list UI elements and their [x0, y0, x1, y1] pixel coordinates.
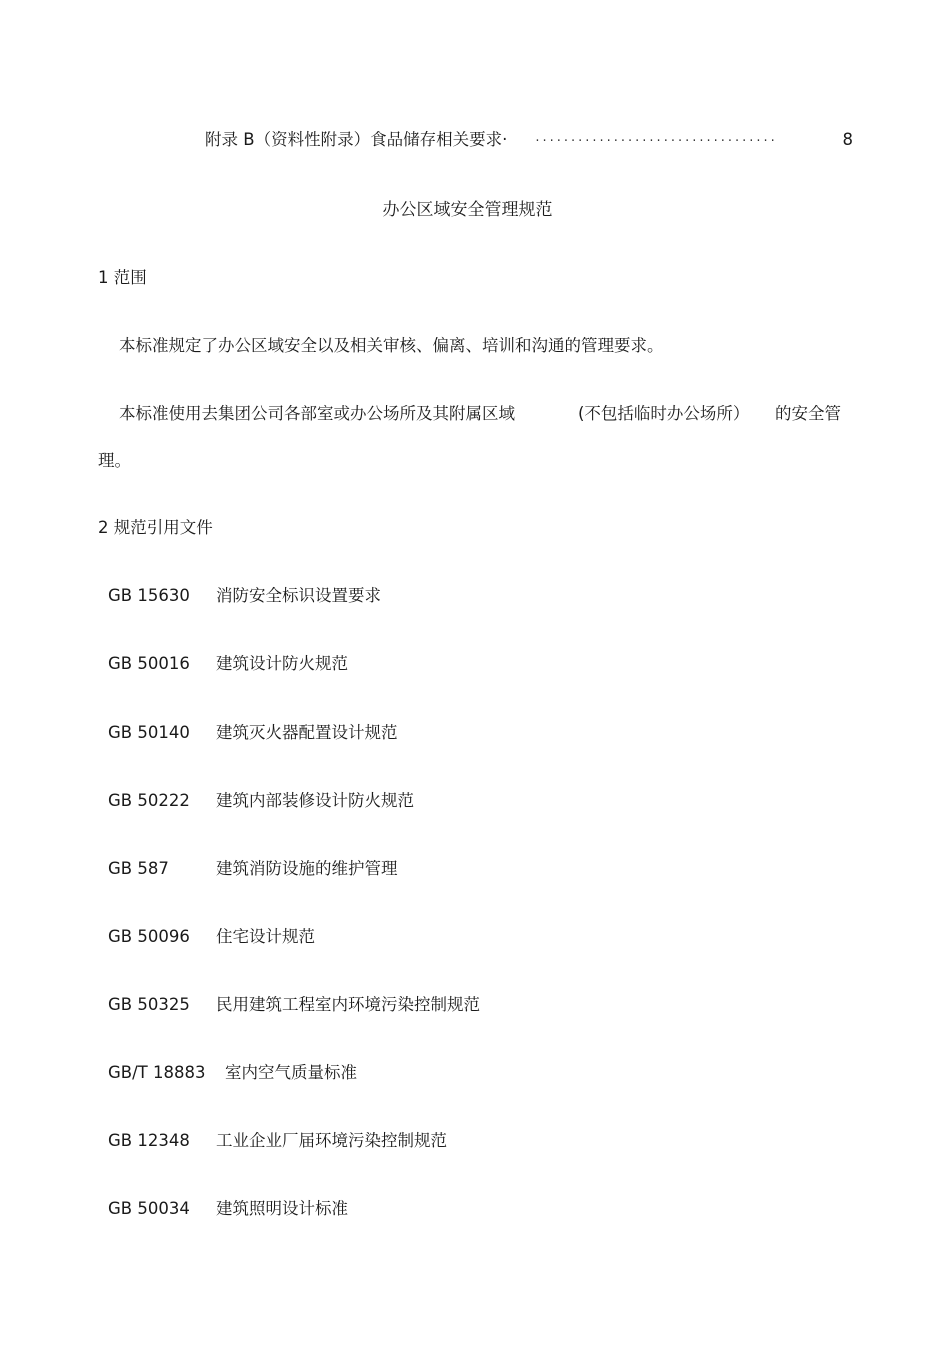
- reference-title: 建筑照明设计标准: [216, 1199, 348, 1218]
- section-1-paragraph-2-part-2: (不包括临时办公场所）: [578, 404, 750, 423]
- reference-title: 建筑灭火器配置设计规范: [216, 723, 398, 742]
- reference-code: GB 50140: [108, 723, 190, 742]
- reference-code: GB 50096: [108, 927, 190, 946]
- toc-entry[interactable]: [205, 132, 853, 149]
- toc-leader-dots: ··································: [535, 135, 778, 148]
- section-1-paragraph-2-part-3: 的安全管: [775, 404, 841, 423]
- section-1-heading: 1 范围: [98, 268, 147, 287]
- section-2-heading: 2 规范引用文件: [98, 518, 213, 537]
- reference-title: 建筑设计防火规范: [216, 654, 348, 673]
- reference-title: 消防安全标识设置要求: [216, 586, 381, 605]
- reference-title: 住宅设计规范: [216, 927, 315, 946]
- reference-title: 工业企业厂届环境污染控制规范: [216, 1131, 447, 1150]
- reference-title: 室内空气质量标准: [225, 1063, 357, 1082]
- reference-code: GB 50325: [108, 995, 190, 1014]
- reference-code: GB 15630: [108, 586, 190, 605]
- reference-title: 建筑内部装修设计防火规范: [216, 791, 414, 810]
- reference-code: GB/T 18883: [108, 1063, 206, 1082]
- section-1-paragraph-2-part-1: 本标准使用去集团公司各部室或办公场所及其附属区域: [119, 404, 515, 423]
- reference-code: GB 50016: [108, 654, 190, 673]
- toc-page-number: 8: [842, 130, 853, 149]
- toc-entry-label: 附录 B（资料性附录）食品储存相关要求·: [205, 130, 508, 149]
- reference-title: 建筑消防设施的维护管理: [216, 859, 398, 878]
- reference-code: GB 50034: [108, 1199, 190, 1218]
- section-1-paragraph-2-continuation: 理。: [98, 451, 131, 470]
- section-1-paragraph-1: 本标准规定了办公区域安全以及相关审核、偏离、培训和沟通的管理要求。: [119, 336, 664, 355]
- document-title: 办公区域安全管理规范: [382, 200, 553, 220]
- reference-code: GB 587: [108, 859, 169, 878]
- reference-code: GB 12348: [108, 1131, 190, 1150]
- reference-title: 民用建筑工程室内环境污染控制规范: [216, 995, 480, 1014]
- reference-code: GB 50222: [108, 791, 190, 810]
